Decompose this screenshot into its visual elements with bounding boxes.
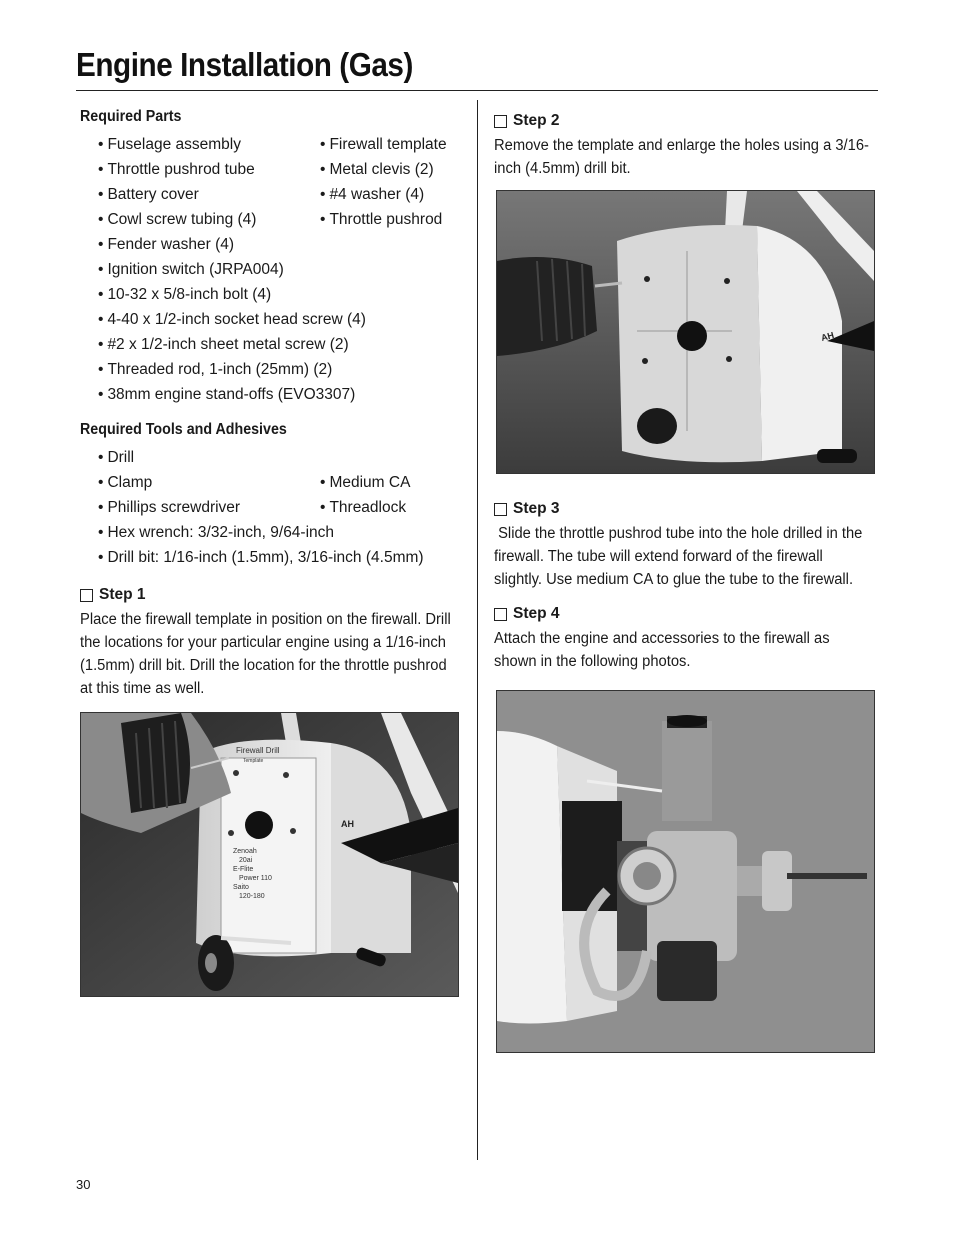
left-column: [80, 108, 465, 700]
required-parts-item-label: Throttle pushrod tube: [107, 161, 255, 178]
required-parts-item-label: Throttle pushrod: [329, 211, 443, 228]
required-tools-item: [80, 495, 302, 520]
page-title: Engine Installation (Gas): [76, 46, 413, 83]
required-parts-row: [80, 132, 465, 157]
required-parts-item: [80, 157, 302, 182]
required-parts-row: [80, 282, 465, 307]
bullet-icon: •: [320, 161, 326, 178]
step-3-label: Step 3: [513, 500, 560, 517]
step-1-text: Place the firewall template in position on the firewall. Drill the locations for your particular engine using a 1/16-inch (1.5mm) drill bit. Drill the location for the throttle pushrod at this time as well.: [80, 611, 451, 697]
step-1-checkbox[interactable]: [80, 589, 93, 602]
required-parts-item-label: #2 x 1/2-inch sheet metal screw (2): [107, 336, 349, 353]
required-parts-item: [80, 257, 284, 282]
required-parts-item-label: #4 washer (4): [329, 186, 425, 203]
required-tools-item: [80, 545, 424, 570]
required-parts-row: [80, 257, 465, 282]
decal-text-2: AH: [819, 329, 836, 343]
required-parts-list: [80, 132, 465, 407]
step-1: [80, 586, 465, 700]
bullet-icon: •: [98, 499, 104, 516]
step-4-photo-image: [497, 691, 874, 1052]
required-parts-heading: Required Parts: [80, 108, 182, 125]
required-parts-row: [80, 157, 465, 182]
required-parts-row: [80, 357, 465, 382]
required-tools-item: [80, 445, 134, 470]
required-parts-item-label: 38mm engine stand-offs (EVO3307): [107, 386, 356, 403]
required-parts-item: [80, 357, 332, 382]
required-parts-item: [80, 382, 355, 407]
right-column: [494, 112, 879, 180]
required-parts-item: [80, 207, 302, 232]
bullet-icon: •: [98, 524, 104, 541]
required-tools-row: [80, 470, 465, 495]
required-tools-row: [80, 445, 465, 470]
page-number: 30: [76, 1177, 91, 1192]
required-parts-item: [80, 182, 302, 207]
step-3-checkbox[interactable]: [494, 503, 507, 516]
step-4-checkbox[interactable]: [494, 608, 507, 621]
template-subtitle: Template: [243, 758, 264, 764]
template-engine-label: E-Flite: [233, 866, 254, 873]
required-tools-row: [80, 520, 465, 545]
column-divider: [477, 100, 478, 1160]
step-4: [494, 605, 879, 673]
step-3-text: Slide the throttle pushrod tube into the hole drilled in the firewall. The tube will extend forward of the firewall slightly. Use medium CA to glue the tube to the firewall.: [494, 525, 867, 588]
step-2-heading: [494, 112, 879, 130]
required-tools-item-label: Drill bit: 1/16-inch (1.5mm), 3/16-inch (4.5mm): [107, 549, 424, 566]
bullet-icon: •: [320, 474, 326, 491]
bullet-icon: •: [98, 186, 104, 203]
required-parts-item: [80, 332, 349, 357]
required-parts-item-label: 10-32 x 5/8-inch bolt (4): [107, 286, 272, 303]
template-engine-label: 20ai: [239, 857, 253, 864]
bullet-icon: •: [98, 236, 104, 253]
bullet-icon: •: [98, 474, 104, 491]
required-parts-item-label: Ignition switch (JRPA004): [107, 261, 284, 278]
step-4-text: Attach the engine and accessories to the firewall as shown in the following photos.: [494, 630, 830, 670]
step-4-photo: [496, 690, 875, 1053]
step-1-photo: [80, 712, 459, 997]
bullet-icon: •: [98, 449, 104, 466]
required-parts-row: [80, 382, 465, 407]
decal-text: AH: [341, 819, 354, 829]
required-tools-item: [80, 470, 302, 495]
step-2-text: Remove the template and enlarge the holes using a 3/16-inch (4.5mm) drill bit.: [494, 137, 869, 177]
required-parts-item: [302, 182, 524, 207]
bullet-icon: •: [98, 361, 104, 378]
required-parts-row: [80, 332, 465, 357]
bullet-icon: •: [320, 136, 326, 153]
template-engine-label: Zenoah: [233, 848, 257, 855]
bullet-icon: •: [98, 211, 104, 228]
required-parts-item-label: Cowl screw tubing (4): [107, 211, 257, 228]
required-parts-item: [302, 157, 524, 182]
required-parts-item-label: Fender washer (4): [107, 236, 235, 253]
step-2: [494, 112, 879, 180]
step-2-checkbox[interactable]: [494, 115, 507, 128]
step-2-photo: [496, 190, 875, 474]
required-tools-item-label: Clamp: [107, 474, 153, 491]
bullet-icon: •: [98, 136, 104, 153]
required-tools-item-label: Medium CA: [329, 474, 411, 491]
step-3: [494, 500, 879, 591]
required-parts-item: [80, 132, 302, 157]
required-parts-item: [80, 307, 366, 332]
bullet-icon: •: [98, 161, 104, 178]
right-column-lower: [494, 500, 879, 673]
bullet-icon: •: [98, 311, 104, 328]
required-parts-item-label: Threaded rod, 1-inch (25mm) (2): [107, 361, 333, 378]
required-parts-item-label: Firewall template: [329, 136, 447, 153]
required-parts-item: [302, 132, 524, 157]
required-parts-row: [80, 307, 465, 332]
step-1-heading: [80, 586, 465, 604]
required-tools-item: [80, 520, 334, 545]
required-tools-item: [302, 495, 524, 520]
required-tools-item-label: Drill: [107, 449, 135, 466]
bullet-icon: •: [98, 336, 104, 353]
title-rule: [76, 90, 878, 91]
bullet-icon: •: [98, 386, 104, 403]
required-tools-row: [80, 545, 465, 570]
required-parts-item-label: Metal clevis (2): [329, 161, 434, 178]
required-tools-item-label: Hex wrench: 3/32-inch, 9/64-inch: [107, 524, 335, 541]
bullet-icon: •: [98, 261, 104, 278]
required-tools-list: [80, 445, 465, 570]
required-parts-item: [80, 232, 234, 257]
required-parts-row: [80, 207, 465, 232]
required-parts-item-label: Fuselage assembly: [107, 136, 241, 153]
required-tools-item-label: Threadlock: [329, 499, 407, 516]
bullet-icon: •: [320, 499, 326, 516]
step-3-heading: [494, 500, 879, 518]
required-parts-item-label: Battery cover: [107, 186, 199, 203]
required-tools-heading: Required Tools and Adhesives: [80, 421, 287, 438]
required-tools-item: [302, 470, 524, 495]
step-2-photo-image: [497, 191, 874, 473]
bullet-icon: •: [320, 211, 326, 228]
bullet-icon: •: [98, 549, 104, 566]
required-tools-item-label: Phillips screwdriver: [107, 499, 241, 516]
required-parts-row: [80, 232, 465, 257]
step-4-label: Step 4: [513, 605, 560, 622]
step-2-label: Step 2: [513, 112, 560, 129]
template-engine-label: Power 110: [239, 875, 272, 882]
step-4-heading: [494, 605, 879, 623]
template-engine-label: Saito: [233, 884, 249, 891]
required-parts-item: [302, 207, 524, 232]
template-title: Firewall Drill: [236, 746, 280, 755]
step-1-photo-image: [81, 713, 458, 996]
bullet-icon: •: [98, 286, 104, 303]
required-parts-row: [80, 182, 465, 207]
required-tools-row: [80, 495, 465, 520]
bullet-icon: •: [320, 186, 326, 203]
required-parts-item: [80, 282, 271, 307]
template-engine-label: 120-180: [239, 893, 265, 900]
required-parts-item-label: 4-40 x 1/2-inch socket head screw (4): [107, 311, 366, 328]
step-1-label: Step 1: [99, 586, 146, 603]
